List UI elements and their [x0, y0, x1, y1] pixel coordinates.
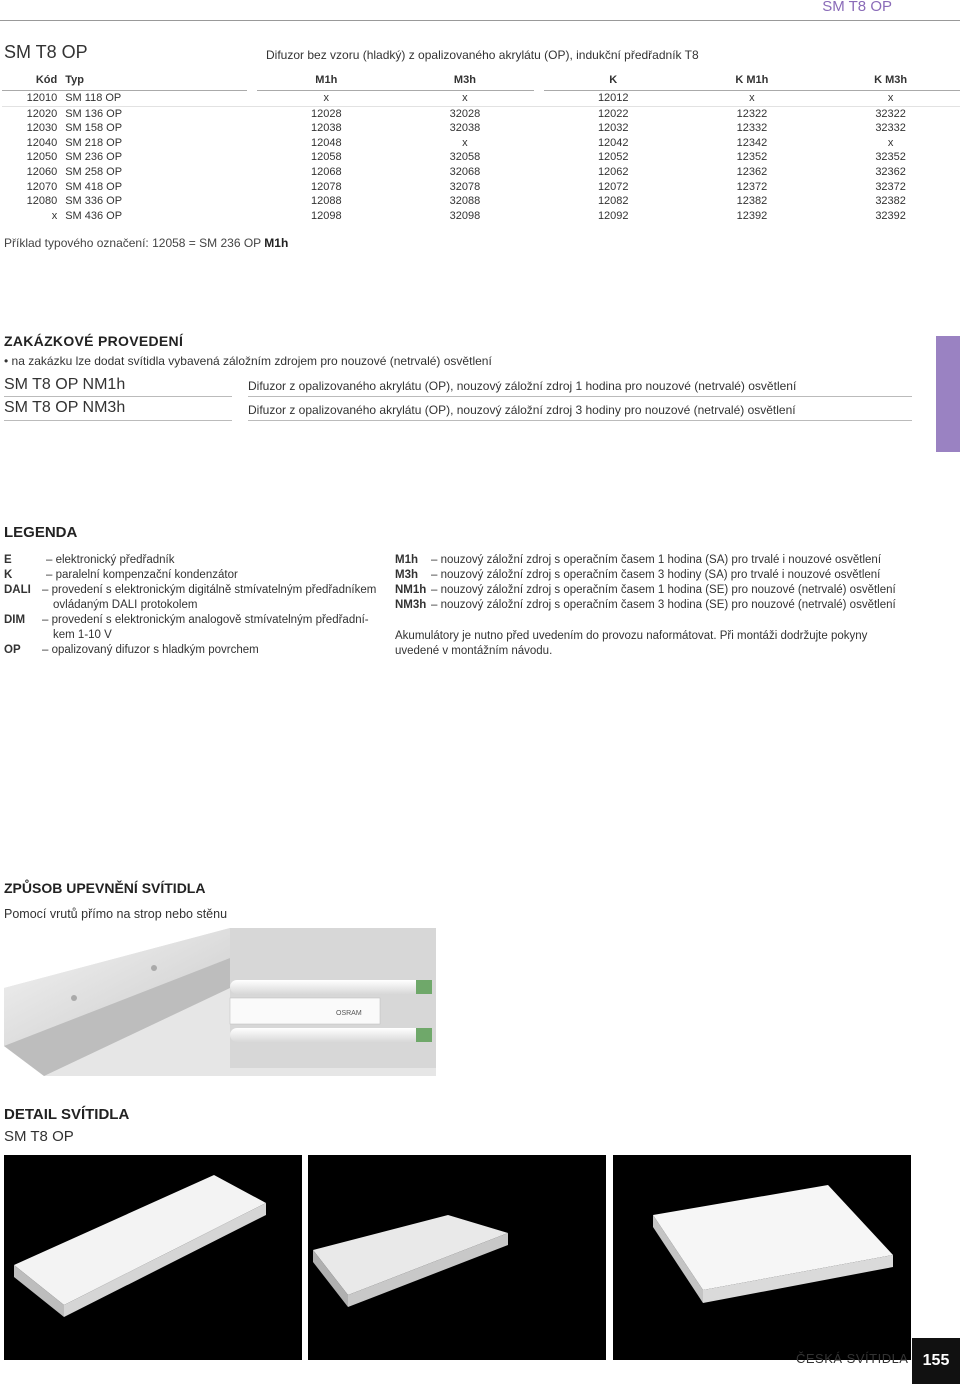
table-cell: 12070 [26, 180, 58, 193]
table-gap-cell [534, 209, 544, 224]
type-example-suffix: M1h [264, 236, 289, 250]
detail-title: DETAIL SVÍTIDLA [4, 1106, 130, 1123]
table-cell: 12042 [597, 136, 629, 149]
table-gap-cell [247, 136, 257, 151]
legend-item-dali-cont: ovládaným DALI protokolem [53, 599, 198, 611]
table-cell: 12022 [597, 107, 629, 120]
fluorescent-tube [230, 1028, 430, 1042]
table-cell: 12080 [26, 195, 58, 208]
legend-item-op: OP – opalizovaný difuzor s hladkým povrchem [4, 644, 259, 656]
col-header-kod: Kód [2, 70, 65, 91]
type-example-text: Příklad typového označení: 12058 = SM 236 OP [4, 236, 265, 250]
table-gap-cell [247, 165, 257, 180]
type-example [4, 236, 288, 250]
table-cell: 12352 [736, 151, 768, 164]
table-gap-cell [534, 136, 544, 151]
table-header-row [2, 70, 960, 91]
col-header-k-m3h: K M3h [821, 70, 960, 91]
table-cell: 32382 [875, 195, 906, 208]
table-cell: 12088 [311, 195, 342, 208]
legend-item-m3h: M3h – nouzový záložní zdroj s operačním časem 3 hodiny (SA) pro trvalé i nouzové osvětlení [395, 569, 881, 581]
legend-item-nm3h: NM3h – nouzový záložní zdroj s operačním časem 3 hodina (SE) pro nouzové (netrvalé) osvětlení [395, 599, 896, 611]
col-header-k: K [544, 70, 683, 91]
legend-note-line1: Akumulátory je nutno před uvedením do provozu naformátovat. Při montáži dodržujte pokyny [395, 630, 868, 642]
table-cell: 32372 [875, 180, 906, 193]
mounting-title: ZPŮSOB UPEVNĚNÍ SVÍTIDLA [4, 880, 206, 896]
legend-item-e: E – elektronický předřadník [4, 554, 175, 566]
table-cell: 12082 [597, 195, 629, 208]
table-gap-cell [534, 91, 544, 107]
table-cell: 12058 [311, 151, 342, 164]
table-cell: 32088 [449, 195, 481, 208]
legend-title: LEGENDA [4, 524, 78, 541]
table-cell: 12028 [311, 107, 342, 120]
detail-subtitle: SM T8 OP [4, 1128, 74, 1145]
table-cell: 12032 [597, 122, 629, 135]
table-gap-cell [247, 121, 257, 136]
table-row [2, 106, 960, 121]
col-header-m1h: M1h [257, 70, 396, 91]
table-cell: 12020 [26, 107, 58, 120]
legend-item-dali: DALI – provedení s elektronickým digitálně stmívatelným předřadníkem [4, 584, 377, 596]
table-cell: SM 118 OP [65, 91, 247, 107]
legend-item-dim-cont: kem 1-10 V [53, 629, 112, 641]
table-gap-cell [534, 165, 544, 180]
table-cell: 12068 [311, 165, 342, 178]
table-cell: 12098 [311, 209, 342, 222]
table-gap-cell [247, 106, 257, 121]
table-cell: x [821, 91, 960, 107]
table-cell: x [887, 136, 894, 149]
table-cell: 12092 [597, 209, 629, 222]
product-title: SM T8 OP [4, 42, 88, 62]
table-row [2, 209, 960, 224]
table-cell: 12048 [311, 136, 342, 149]
table-row [2, 91, 960, 107]
product-code-table [2, 70, 960, 223]
table-cell: 12362 [736, 165, 768, 178]
detail-photo-2 [308, 1155, 606, 1360]
table-cell: 12382 [736, 195, 768, 208]
col-header-m3h: M3h [396, 70, 535, 91]
table-cell: SM 258 OP [65, 165, 123, 178]
legend-item-dim: DIM – provedení s elektronickým analogově stmívatelným předřadní- [4, 614, 369, 626]
table-cell: SM 436 OP [65, 209, 123, 222]
table-gap-cell [534, 194, 544, 209]
table-cell: SM 136 OP [65, 107, 123, 120]
legend-item-m1h: M1h – nouzový záložní zdroj s operačním časem 1 hodina (SA) pro trvalé i nouzové osvětlení [395, 554, 882, 566]
legend-right [395, 553, 915, 659]
variant-name-nm3h: SM T8 OP NM3h [4, 399, 126, 416]
table-cell: 32352 [875, 151, 906, 164]
legend-note-line2: uvedené v montážním návodu. [395, 645, 553, 657]
table-cell: 32028 [449, 107, 481, 120]
running-header-title: SM T8 OP [822, 0, 892, 15]
table-cell: 32058 [449, 151, 481, 164]
footer-brand: ČESKÁ SVÍTIDLA [796, 1351, 909, 1366]
page-number: 155 [912, 1338, 960, 1384]
mounting-subtitle: Pomocí vrutů přímo na strop nebo stěnu [4, 907, 228, 921]
table-cell: 12372 [736, 180, 768, 193]
variant-desc-nm1h: Difuzor z opalizovaného akrylátu (OP), nouzový záložní zdroj 1 hodina pro nouzové (netrvalé) osvětlení [248, 379, 797, 393]
col-gap [247, 70, 257, 91]
table-cell: 12060 [26, 165, 58, 178]
brand-label: OSRAM [336, 1010, 362, 1017]
table-cell: 12342 [736, 136, 768, 149]
legend-item-nm1h: NM1h – nouzový záložní zdroj s operačním časem 1 hodina (SE) pro nouzové (netrvalé) osvětlení [395, 584, 896, 596]
product-description: Difuzor bez vzoru (hladký) z opalizovaného akrylátu (OP), indukční předřadník T8 [266, 48, 699, 62]
table-row [2, 180, 960, 195]
col-gap [534, 70, 544, 91]
table-cell: 32068 [449, 165, 481, 178]
fluorescent-tube [230, 980, 430, 994]
table-cell: 12010 [2, 91, 65, 107]
section-side-tab [936, 336, 960, 452]
table-cell: 12392 [736, 209, 768, 222]
table-cell: 12072 [597, 180, 629, 193]
variant-divider [4, 396, 232, 397]
table-cell: 12050 [26, 151, 58, 164]
table-cell: SM 418 OP [65, 180, 123, 193]
variant-divider [248, 396, 912, 397]
table-cell: 12062 [597, 165, 629, 178]
table-row [2, 194, 960, 209]
table-cell: 32322 [875, 107, 906, 120]
header-rule [0, 20, 960, 21]
detail-photo-1 [4, 1155, 302, 1360]
legend-item-k: K – paralelní kompenzační kondenzátor [4, 569, 238, 581]
table-cell: SM 336 OP [65, 195, 123, 208]
table-cell: 32362 [875, 165, 906, 178]
table-gap-cell [534, 180, 544, 195]
variant-name-nm1h: SM T8 OP NM1h [4, 376, 126, 393]
table-cell: 12078 [311, 180, 342, 193]
table-cell: 32038 [449, 122, 481, 135]
variant-desc-nm3h: Difuzor z opalizovaného akrylátu (OP), nouzový záložní zdroj 3 hodiny pro nouzové (netrvalé) osvětlení [248, 403, 796, 417]
table-cell: x [51, 209, 58, 222]
mounting-photo [4, 928, 436, 1076]
table-gap-cell [247, 194, 257, 209]
table-cell: SM 158 OP [65, 122, 123, 135]
table-gap-cell [247, 91, 257, 107]
custom-bullet: • na zakázku lze dodat svítidla vybavená záložním zdrojem pro nouzové (netrvalé) osvětlení [4, 354, 492, 368]
table-cell: x [683, 91, 822, 107]
table-cell: SM 218 OP [65, 136, 123, 149]
custom-section-title: ZAKÁZKOVÉ PROVEDENÍ [4, 333, 184, 349]
table-cell: 12030 [26, 122, 58, 135]
table-cell: x [257, 91, 396, 107]
table-cell: 32078 [449, 180, 481, 193]
table-cell: 32332 [875, 122, 906, 135]
table-cell: 12322 [736, 107, 768, 120]
col-header-k-m1h: K M1h [683, 70, 822, 91]
table-cell: SM 236 OP [65, 151, 123, 164]
table-cell: x [462, 136, 468, 149]
table-cell: 12332 [736, 122, 768, 135]
table-gap-cell [534, 121, 544, 136]
table-cell: 32098 [449, 209, 481, 222]
table-gap-cell [534, 106, 544, 121]
table-cell: 12040 [26, 136, 58, 149]
table-cell: 12012 [544, 91, 683, 107]
table-cell: 12038 [311, 122, 342, 135]
table-cell: 32392 [875, 209, 906, 222]
legend-left [4, 553, 394, 658]
variant-divider [248, 420, 912, 421]
table-row [2, 150, 960, 165]
col-header-typ: Typ [65, 70, 247, 91]
table-gap-cell [534, 150, 544, 165]
table-gap-cell [247, 150, 257, 165]
table-gap-cell [247, 209, 257, 224]
table-gap-cell [247, 180, 257, 195]
table-cell: x [396, 91, 535, 107]
table-cell: 12052 [597, 151, 629, 164]
detail-photo-3 [613, 1155, 911, 1360]
table-row [2, 121, 960, 136]
table-row [2, 165, 960, 180]
variant-divider [4, 420, 232, 421]
table-row [2, 136, 960, 151]
